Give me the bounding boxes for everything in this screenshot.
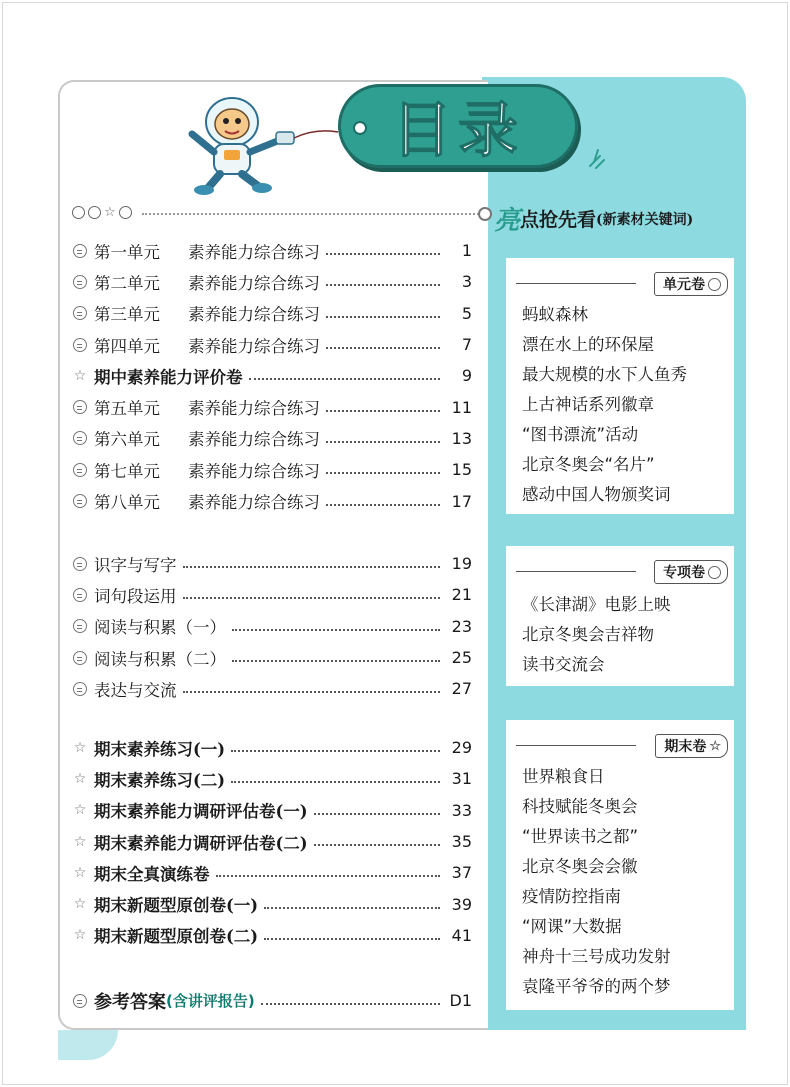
final-name: 期末素养能力调研评估卷(二) [94, 833, 308, 853]
page-number: 17 [451, 491, 472, 511]
unit-name: 第三单元 [94, 305, 160, 325]
page-title: 目录 [392, 96, 524, 166]
tag-line [516, 571, 636, 572]
swirl-icon [119, 206, 132, 219]
dot-leader [232, 622, 440, 631]
answers-note: (含讲评报告) [166, 992, 255, 1011]
special-tag [654, 560, 728, 584]
dotted-connector [142, 213, 482, 215]
toc-row[interactable] [72, 857, 472, 888]
final-list [72, 732, 472, 951]
answers-label: 参考答案 [94, 991, 166, 1013]
page-number: 31 [451, 769, 472, 789]
keyword-item: 《长津湖》电影上映 [522, 595, 671, 614]
dot-leader [231, 743, 440, 752]
tag-line [516, 745, 636, 746]
keyword-item: 蚂蚁森林 [522, 305, 588, 324]
page-number: 1 [461, 241, 472, 261]
unit-topic: 素养能力综合练习 [188, 305, 320, 325]
dot-leader [314, 837, 440, 846]
page-number: 29 [451, 738, 472, 758]
keyword-item: 读书交流会 [522, 655, 605, 674]
keyword-item: 北京冬奥会吉祥物 [522, 625, 654, 644]
final-name: 期末素养练习(一) [94, 739, 226, 759]
dot-leader [216, 868, 441, 877]
toc-row[interactable] [72, 920, 472, 951]
final-keywords-box [506, 720, 734, 1010]
circle-icon [72, 493, 88, 509]
answers-list [72, 985, 472, 1016]
tag-line [516, 283, 636, 284]
toc-row[interactable] [72, 298, 472, 329]
midterm-name: 期中素养能力评价卷 [94, 367, 243, 387]
star-outline-icon: ☆ [73, 833, 87, 850]
dot-leader [326, 403, 440, 412]
unit-name: 第七单元 [94, 461, 160, 481]
tag-label: 专项卷 [663, 565, 705, 581]
dot-leader [264, 931, 440, 940]
special-name: 表达与交流 [94, 680, 177, 700]
unit-name: 第六单元 [94, 430, 160, 450]
star-outline-icon: ☆ [73, 367, 87, 384]
toc-row[interactable] [72, 673, 472, 704]
final-name: 期末素养能力调研评估卷(一) [94, 802, 308, 822]
unit-topic: 素养能力综合练习 [188, 493, 320, 513]
dot-leader [183, 559, 441, 568]
circle-icon [72, 206, 85, 219]
disc-icon [88, 206, 101, 219]
disc-icon [708, 566, 721, 579]
keyword-item: 感动中国人物颁奖词 [522, 485, 671, 504]
final-name: 期末新题型原创卷(二) [94, 927, 259, 947]
units-list [72, 235, 472, 517]
circle-icon [72, 430, 88, 446]
keyword-list [522, 762, 671, 1002]
dot-leader [326, 434, 440, 443]
final-name: 期末全真演练卷 [94, 864, 210, 884]
dot-leader [264, 900, 440, 909]
toc-row[interactable] [72, 985, 472, 1016]
circle-icon [708, 278, 721, 291]
unit-tag [654, 272, 728, 296]
keyword-item: “世界读书之都” [522, 827, 639, 846]
dot-leader [183, 590, 441, 599]
toc-row[interactable] [72, 548, 472, 579]
final-name: 期末新题型原创卷(一) [94, 896, 259, 916]
final-tag [655, 734, 728, 758]
toc-row[interactable] [72, 611, 472, 642]
dot-leader [183, 684, 441, 693]
keyword-item: “网课”大数据 [522, 917, 622, 936]
dot-leader [249, 371, 441, 380]
toc-row[interactable] [72, 795, 472, 826]
keyword-item: 神舟十三号成功发射 [522, 947, 671, 966]
special-name: 阅读与积累（二） [94, 649, 226, 669]
page-number: 13 [451, 428, 472, 448]
unit-name: 第四单元 [94, 336, 160, 356]
page-number: 23 [451, 616, 472, 636]
toc-row[interactable] [72, 485, 472, 516]
unit-name: 第二单元 [94, 273, 160, 293]
page-number: 15 [451, 460, 472, 480]
page-number: 27 [451, 679, 472, 699]
dot-leader [261, 996, 440, 1005]
dot-leader [231, 774, 440, 783]
page-number: D1 [449, 991, 472, 1011]
star-outline-icon: ☆ [73, 802, 87, 819]
disc-icon [72, 587, 88, 603]
unit-topic: 素养能力综合练习 [188, 273, 320, 293]
page-number: 21 [451, 585, 472, 605]
astronaut-mascot-icon [180, 88, 340, 198]
toc-row[interactable] [72, 329, 472, 360]
keyword-item: “图书漂流”活动 [522, 425, 639, 444]
star-outline-icon: ☆ [709, 738, 721, 754]
unit-topic: 素养能力综合练习 [188, 242, 320, 262]
toc-row[interactable] [72, 266, 472, 297]
dot-leader [232, 653, 440, 662]
page-number: 7 [461, 335, 472, 355]
special-list [72, 548, 472, 704]
final-name: 期末素养练习(二) [94, 770, 226, 790]
special-keywords-box [506, 546, 734, 686]
star-outline-icon: ☆ [104, 205, 116, 220]
page-number: 5 [461, 303, 472, 323]
toc-row[interactable] [72, 235, 472, 266]
star-outline-icon: ☆ [73, 864, 87, 881]
page-number: 37 [451, 863, 472, 883]
circle-icon [72, 337, 88, 353]
keyword-item: 上古神话系列徽章 [522, 395, 654, 414]
panel-header-subtitle: (新素材关键词) [596, 211, 694, 228]
keyword-item: 世界粮食日 [522, 767, 605, 786]
disc-icon [72, 681, 88, 697]
dot-leader [326, 277, 440, 286]
toc-row[interactable] [72, 732, 472, 763]
circle-icon [72, 305, 88, 321]
page-number: 39 [451, 894, 472, 914]
keyword-item: 北京冬奥会会徽 [522, 857, 638, 876]
toc-row[interactable] [72, 826, 472, 857]
toc-row[interactable] [72, 763, 472, 794]
tag-label: 单元卷 [663, 277, 705, 293]
keyword-item: 最大规模的水下人鱼秀 [522, 365, 687, 384]
page-number: 41 [451, 925, 472, 945]
connector-ring-icon [478, 207, 492, 221]
page-number: 33 [451, 800, 472, 820]
dot-leader [326, 465, 440, 474]
disc-icon [72, 556, 88, 572]
toc-row[interactable] [72, 360, 472, 391]
page-number: 35 [451, 832, 472, 852]
unit-topic: 素养能力综合练习 [188, 399, 320, 419]
page-number: 9 [461, 366, 472, 386]
circle-icon [72, 274, 88, 290]
keyword-list [522, 300, 687, 510]
special-name: 词句段运用 [94, 586, 177, 606]
page-number: 11 [451, 397, 472, 417]
keyword-list [522, 590, 671, 680]
toc-row[interactable] [72, 888, 472, 919]
circle-icon [72, 462, 88, 478]
tag-label: 期末卷 [664, 739, 707, 755]
panel-header-char: 亮 [494, 206, 521, 236]
panel-header-title: 点抢先看 [520, 209, 597, 231]
star-outline-icon: ☆ [73, 770, 87, 787]
keyword-item: 科技赋能冬奥会 [522, 797, 638, 816]
star-outline-icon: ☆ [73, 927, 87, 944]
swirl-icon [72, 993, 88, 1009]
unit-name: 第一单元 [94, 242, 160, 262]
page-number: 19 [451, 554, 472, 574]
unit-topic: 素养能力综合练习 [188, 430, 320, 450]
panel-header [494, 200, 693, 237]
special-name: 阅读与积累（一） [94, 618, 226, 638]
page-number: 25 [451, 648, 472, 668]
disc-icon [72, 650, 88, 666]
dot-leader [326, 309, 440, 318]
page-number: 3 [461, 272, 472, 292]
title-badge [338, 84, 578, 168]
toc-row[interactable] [72, 454, 472, 485]
unit-name: 第五单元 [94, 399, 160, 419]
dot-leader [326, 340, 440, 349]
unit-name: 第八单元 [94, 493, 160, 513]
section-icons-row [72, 206, 132, 219]
tag-hole-icon [353, 121, 367, 135]
unit-topic: 素养能力综合练习 [188, 336, 320, 356]
unit-keywords-box [506, 258, 734, 514]
star-outline-icon: ☆ [73, 896, 87, 913]
special-name: 识字与写字 [94, 555, 177, 575]
keyword-item: 漂在水上的环保屋 [522, 335, 654, 354]
toc-row[interactable] [72, 579, 472, 610]
star-outline-icon: ☆ [73, 739, 87, 756]
keyword-item: 袁隆平爷爷的两个梦 [522, 977, 671, 996]
toc-row[interactable] [72, 391, 472, 422]
dot-leader [314, 806, 440, 815]
disc-icon [72, 618, 88, 634]
unit-topic: 素养能力综合练习 [188, 461, 320, 481]
keyword-item: 疫情防控指南 [522, 887, 621, 906]
toc-row[interactable] [72, 423, 472, 454]
circle-icon [72, 399, 88, 415]
dot-leader [326, 246, 440, 255]
keyword-item: 北京冬奥会“名片” [522, 455, 655, 474]
sparkle-icon [586, 148, 608, 170]
circle-icon [72, 243, 88, 259]
toc-row[interactable] [72, 642, 472, 673]
dot-leader [326, 497, 440, 506]
